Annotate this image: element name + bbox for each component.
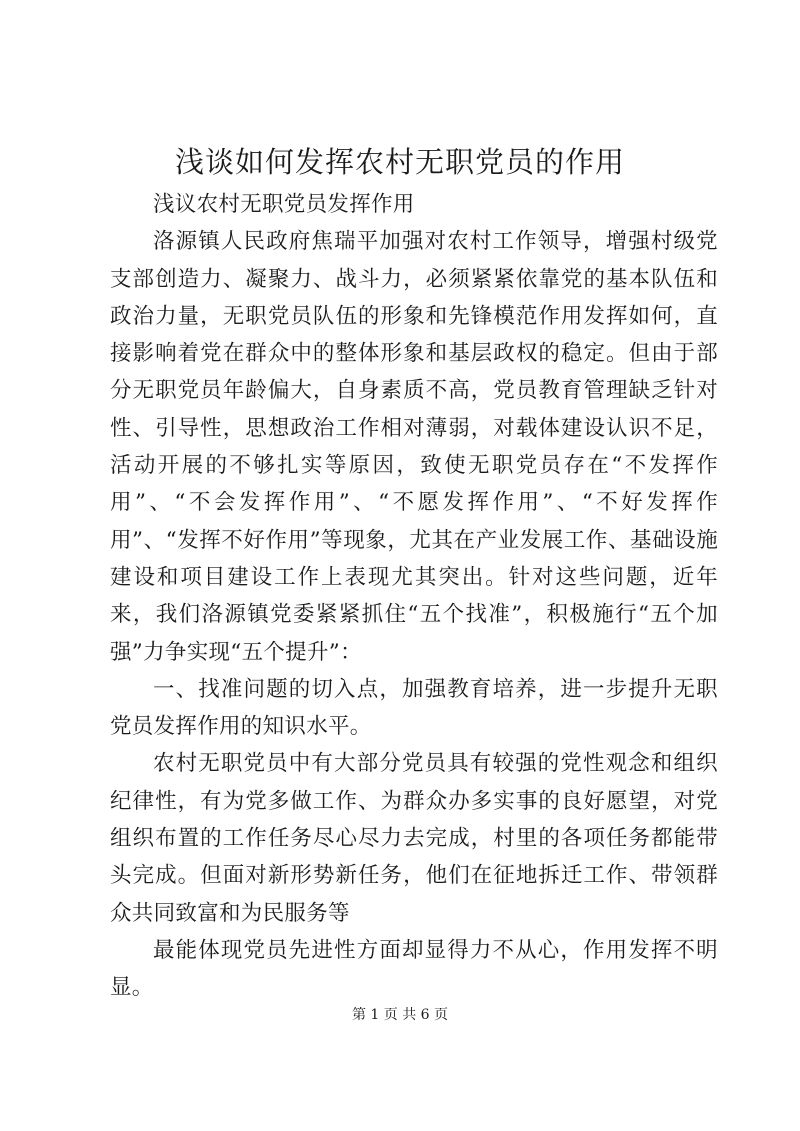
page-number-footer: 第 1 页 共 6 页 [351, 1007, 449, 1023]
intro-paragraph: 洛源镇人民政府焦瑞平加强对农村工作领导，增强村级党支部创造力、凝聚力、战斗力，必须紧紧依靠党的基本队伍和政治力量，无职党员队伍的形象和先锋模范作用发挥如何，直接影响着党在群众中的整体形象和基层政权的稳定。但由于部分无职党员年龄偏大，自身素质不高，党员教育管理缺乏针对性、引导性，思想政治工作相对薄弱，对载体建设认识不足，活动开展的不够扎实等原因，致使无职党员存在“不发挥作用”、“不会发挥作用”、“不愿发挥作用”、“不好发挥作用”、“发挥不好作用”等现象，尤其在产业发展工作、基础设施建设和项目建设工作上表现尤其突出。针对这些问题，近年来，我们洛源镇党委紧紧抓住“五个找准”，积极施行“五个加强”力争实现“五个提升”： [110, 229, 718, 665]
closing-paragraph: 最能体现党员先进性方面却显得力不从心，作用发挥不明显。 [110, 937, 718, 1001]
document-title: 浅谈如何发挥农村无职党员的作用 [174, 145, 625, 179]
subtitle-paragraph: 浅议农村无职党员发挥作用 [153, 192, 415, 217]
section-heading-paragraph: 一、找准问题的切入点，加强教育培养，进一步提升无职党员发挥作用的知识水平。 [110, 676, 718, 740]
document-body [110, 186, 718, 1007]
body-paragraph: 农村无职党员中有大部分党员具有较强的党性观念和组织纪律性，有为党多做工作、为群众办多实事的良好愿望，对党组织布置的工作任务尽心尽力去完成，村里的各项任务都能带头完成。但面对新形势新任务，他们在征地拆迁工作、带领群众共同致富和为民服务等 [110, 751, 718, 926]
